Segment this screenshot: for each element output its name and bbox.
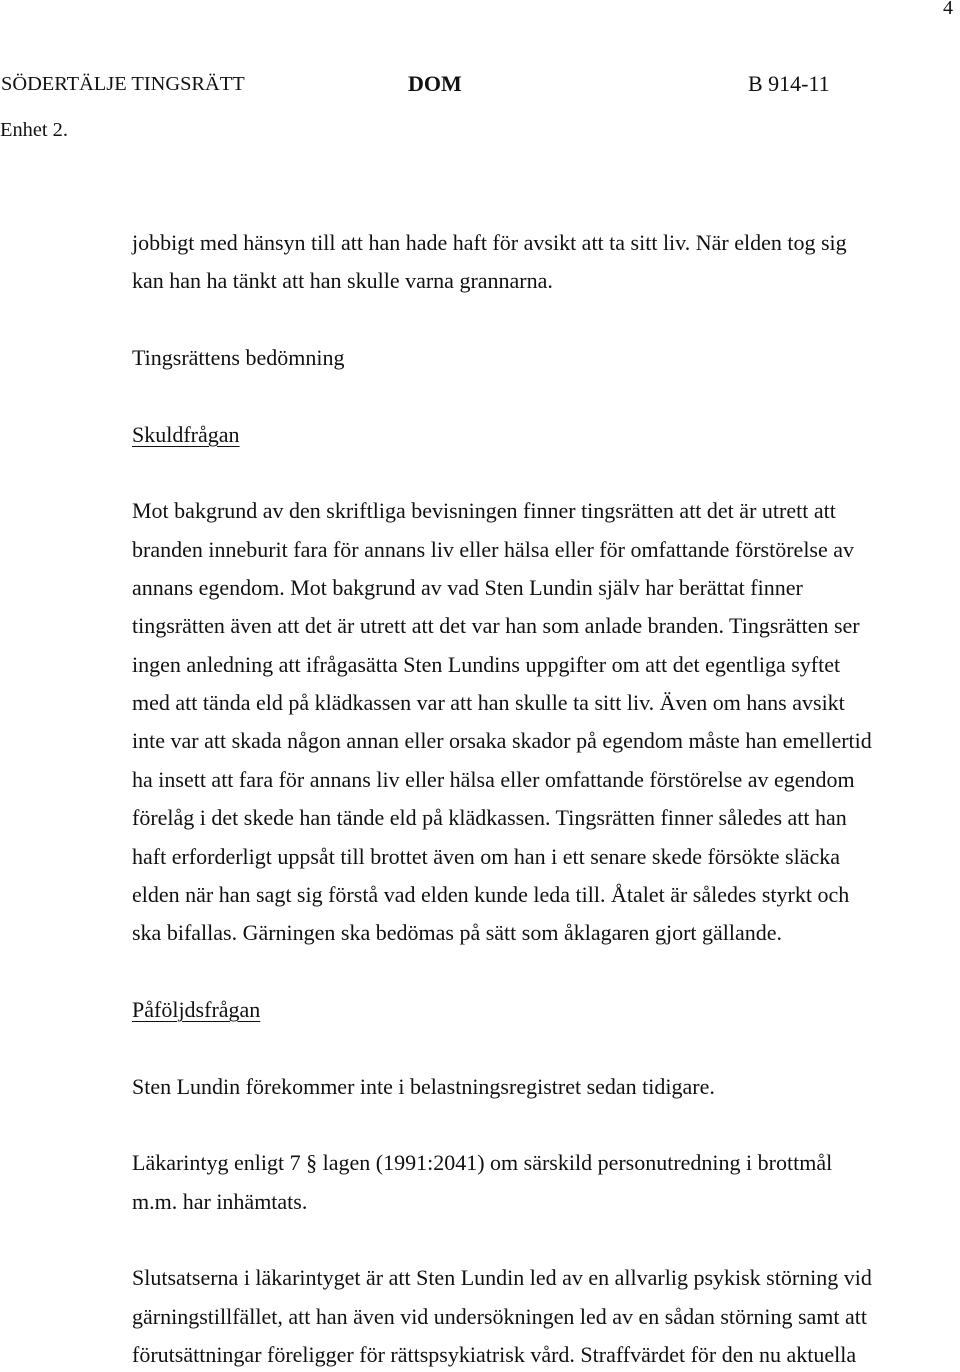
text-line: ingen anledning att ifrågasätta Sten Lundins uppgifter om att det egentliga syftet — [132, 651, 841, 677]
text-line: elden när han sagt sig förstå vad elden kunde leda till. Åtalet är således styrkt och — [132, 881, 850, 907]
text-line: Sten Lundin förekommer inte i belastningsregistret sedan tidigare. — [132, 1073, 715, 1099]
subsection-guilt-heading — [132, 423, 932, 447]
text-line: förutsättningar föreligger för rättspsykiatrisk vård. Straffvärdet för den nu aktuella — [132, 1341, 857, 1367]
text-line: Mot bakgrund av den skriftliga bevisningen finner tingsrätten att det är utrett att — [132, 498, 836, 524]
paragraph-continuation — [132, 231, 932, 293]
text-line: tingsrätten även att det är utrett att det var han som anlade branden. Tingsrätten ser — [132, 613, 860, 639]
text-line: förelåg i det skede han tände eld på klädkassen. Tingsrätten finner således att han — [132, 805, 847, 831]
text-line: ha insett att fara för annans liv eller hälsa eller omfattande förstörelse av egendom — [132, 766, 855, 792]
paragraph-criminal-record — [132, 1075, 932, 1099]
paragraph-guilt — [132, 499, 932, 945]
text-line: inte var att skada någon annan eller orsaka skador på egendom måste han emellertid — [132, 728, 872, 754]
judgment-body — [132, 231, 932, 1367]
section-heading: Tingsrättens bedömning — [132, 345, 345, 371]
text-line: kan han ha tänkt att han skulle varna grannarna. — [132, 268, 553, 294]
text-line: med att tända eld på klädkassen var att han skulle ta sitt liv. Även om hans avsikt — [132, 690, 845, 716]
document-type: DOM — [408, 71, 462, 96]
text-line: haft erforderligt uppsåt till brottet även om han i ett senare skede försökte släcka — [132, 843, 841, 869]
text-line: Slutsatserna i läkarintyget är att Sten Lundin led av en allvarlig psykisk störning vid — [132, 1265, 872, 1291]
text-line: branden inneburit fara för annans liv eller hälsa eller för omfattande förstörelse av — [132, 536, 855, 562]
subheading-guilt: Skuldfrågan — [132, 421, 240, 447]
subsection-sanction-heading — [132, 998, 932, 1022]
text-line: jobbigt med hänsyn till att han hade haft för avsikt att ta sitt liv. När elden tog sig — [132, 230, 847, 255]
court-unit: Enhet 2. — [0, 119, 68, 141]
text-line: m.m. har inhämtats. — [132, 1188, 308, 1214]
case-number: B 914-11 — [748, 71, 830, 96]
text-line: Läkarintyg enligt 7 § lagen (1991:2041) om särskild personutredning i brottmål — [132, 1150, 833, 1176]
paragraph-medical-certificate — [132, 1151, 932, 1213]
text-line: ska bifallas. Gärningen ska bedömas på sätt som åklagaren gjort gällande. — [132, 920, 783, 946]
text-line: annans egendom. Mot bakgrund av vad Sten Lundin själv har berättat finner — [132, 575, 803, 601]
page-number: 4 — [943, 0, 953, 19]
court-name: SÖDERTÄLJE TINGSRÄTT — [1, 73, 245, 95]
paragraph-conclusions — [132, 1266, 932, 1367]
subheading-sanction: Påföljdsfrågan — [132, 996, 261, 1022]
text-line: gärningstillfället, att han även vid undersökningen led av en sådan störning samt att — [132, 1303, 867, 1329]
section-assessment — [132, 346, 932, 370]
